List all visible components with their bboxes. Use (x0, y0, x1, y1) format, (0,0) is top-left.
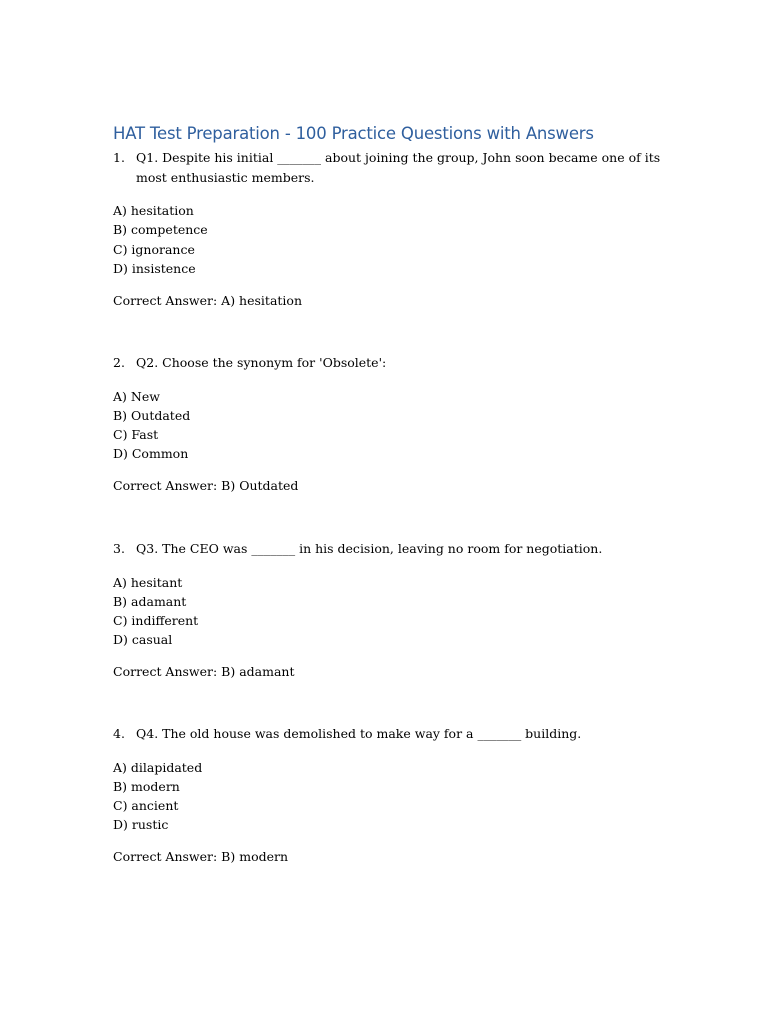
option-a: A) New (113, 388, 160, 404)
option-c: C) Fast (113, 427, 159, 443)
options-list (113, 387, 673, 464)
option-c: C) indifferent (113, 613, 199, 629)
question-block-3 (113, 539, 673, 681)
document-title: HAT Test Preparation - 100 Practice Questions with Answers (113, 124, 594, 143)
question-text: Q3. The CEO was _______ in his decision, leaving no room for negotiation. (136, 541, 603, 556)
option-d: D) insistence (113, 260, 196, 276)
correct-answer: Correct Answer: B) Outdated (113, 478, 299, 494)
question-text-row (113, 539, 673, 559)
option-a: A) dilapidated (113, 759, 203, 775)
question-text: Q4. The old house was demolished to make way for a _______ building. (136, 726, 582, 741)
options-list (113, 201, 673, 278)
correct-answer: Correct Answer: A) hesitation (113, 292, 302, 308)
option-d: D) Common (113, 446, 189, 462)
question-text-row (113, 353, 673, 373)
question-block-2 (113, 353, 673, 495)
question-text-row (113, 724, 673, 744)
question-block-4 (113, 724, 673, 866)
option-b: B) modern (113, 778, 180, 794)
option-b: B) competence (113, 222, 208, 238)
question-text: Q2. Choose the synonym for 'Obsolete': (136, 355, 387, 370)
question-number: 3. (113, 541, 125, 556)
option-d: D) rustic (113, 817, 169, 833)
question-block-1 (113, 148, 673, 310)
correct-answer: Correct Answer: B) adamant (113, 664, 295, 680)
options-list (113, 758, 673, 835)
options-list (113, 573, 673, 650)
question-number: 1. (113, 150, 125, 165)
option-c: C) ancient (113, 798, 179, 814)
question-number: 4. (113, 726, 125, 741)
option-a: A) hesitant (113, 574, 183, 590)
correct-answer: Correct Answer: B) modern (113, 849, 289, 865)
option-a: A) hesitation (113, 203, 194, 218)
option-c: C) ignorance (113, 241, 195, 257)
option-b: B) adamant (113, 593, 187, 609)
question-text: Q1. Despite his initial _______ about joining the group, John soon became one of its most enthusiastic members. (136, 150, 661, 185)
question-text-row (113, 148, 673, 187)
question-number: 2. (113, 355, 125, 370)
option-d: D) casual (113, 632, 173, 648)
option-b: B) Outdated (113, 407, 191, 423)
